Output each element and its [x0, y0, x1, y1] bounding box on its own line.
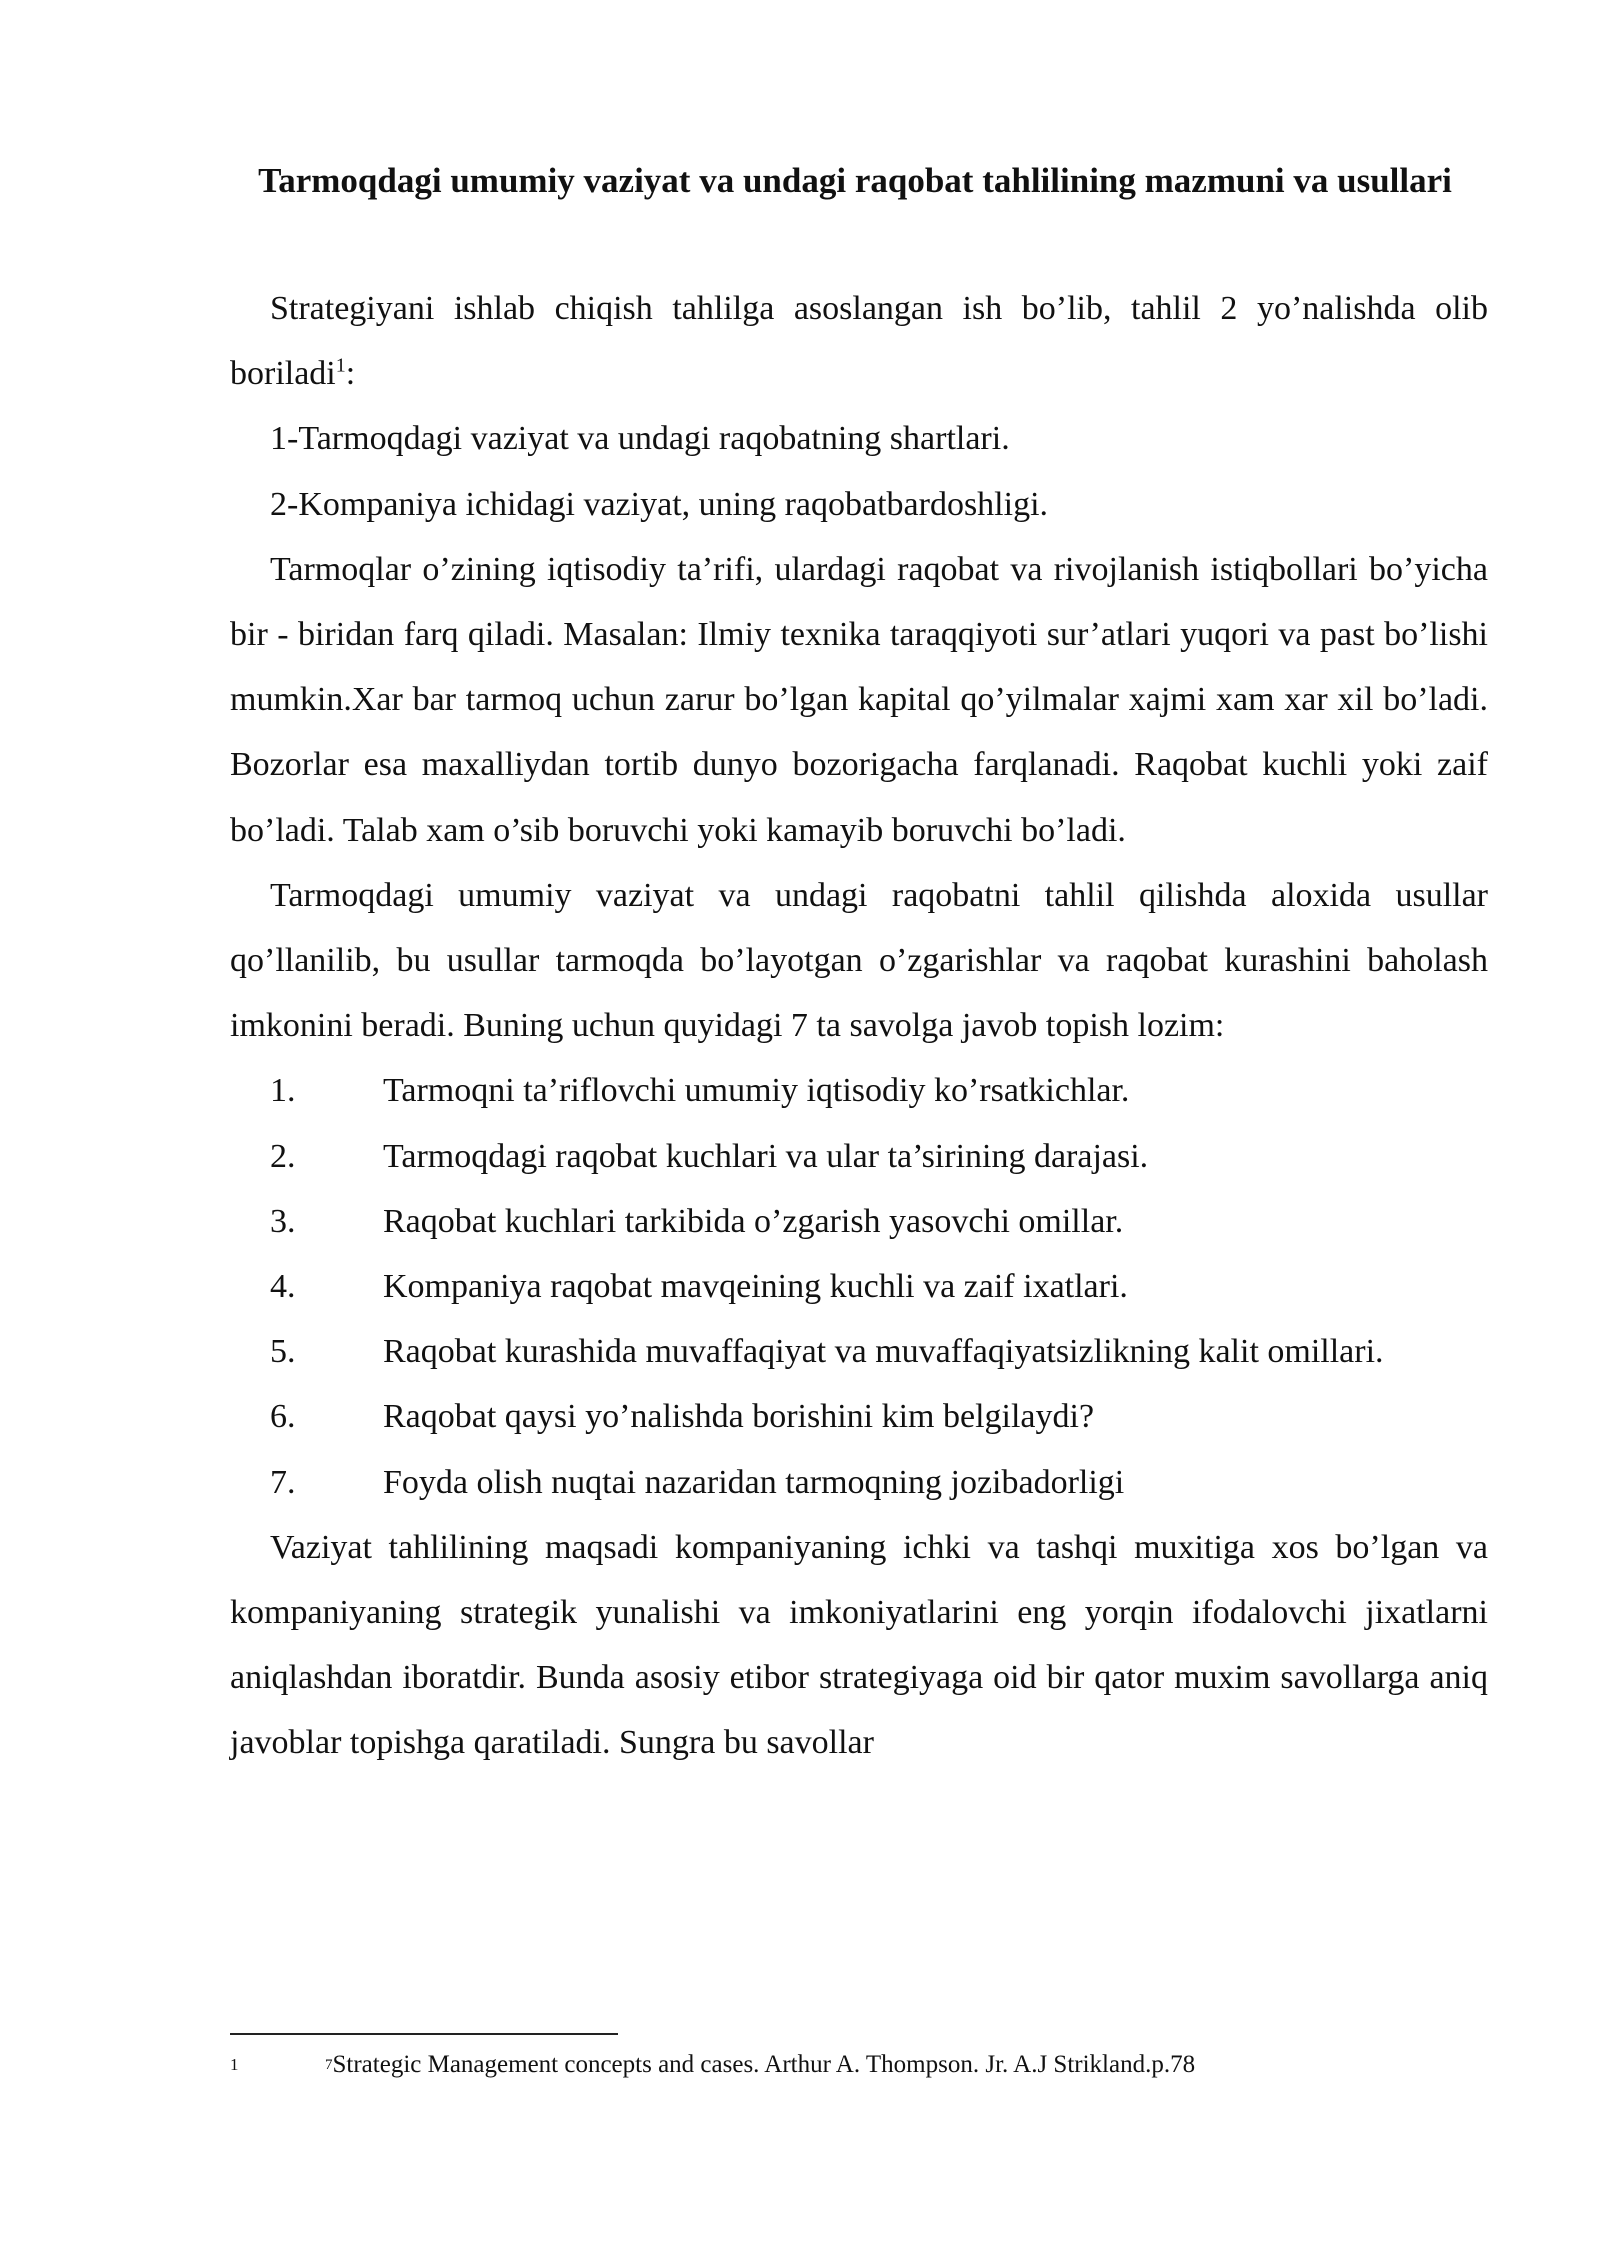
question-text: Raqobat kurashida muvaffaqiyat va muvaffaqiyatsizlikning kalit omillari.	[383, 1333, 1384, 1371]
question-text: Kompaniya raqobat mavqeining kuchli va zaif ixatlari.	[383, 1268, 1128, 1306]
question-text: Foyda olish nuqtai nazaridan tarmoqning jozibadorligi	[383, 1463, 1125, 1501]
question-number: 6.	[270, 1398, 296, 1436]
question-text: Raqobat kuchlari tarkibida o’zgarish yasovchi omillar.	[383, 1202, 1124, 1240]
question-text: Tarmoqdagi raqobat kuchlari va ular ta’sirining darajasi.	[383, 1137, 1149, 1175]
question-item	[230, 1450, 1488, 1515]
intro-text: Strategiyani ishlab chiqish tahlilga asoslangan ish bo’lib, tahlil 2 yo’nalishda olib boriladi	[230, 290, 1488, 393]
question-text: Tarmoqni ta’riflovchi umumiy iqtisodiy ko’rsatkichlar.	[383, 1072, 1130, 1110]
question-item	[230, 1058, 1488, 1123]
question-number: 1.	[270, 1072, 296, 1110]
footnote-reference[interactable]: 1	[335, 354, 346, 377]
question-number: 4.	[270, 1268, 296, 1306]
question-item	[230, 1384, 1488, 1449]
question-number: 5.	[270, 1333, 296, 1371]
footnote-text: Strategic Management concepts and cases. Arthur A. Thompson. Jr. A.J Strikland.p.78	[332, 2051, 1196, 2078]
document-title: Tarmoqdagi umumiy vaziyat va undagi raqobat tahlilining mazmuni va usullari	[258, 161, 1452, 200]
question-item	[230, 1124, 1488, 1189]
intro-suffix: :	[345, 355, 356, 393]
footnote-separator	[230, 2033, 618, 2035]
question-item	[230, 1189, 1488, 1254]
body-paragraph: Tarmoqlar o’zining iqtisodiy ta’rifi, ulardagi raqobat va rivojlanish istiqbollari bo’yicha bir - biridan farq qiladi. Masalan: Ilmiy texnika taraqqiyoti sur’atlari yuqori va past bo’lishi mumkin.Xar bar tarmoq uchun zarur bo’lgan kapital qo’yilmalar xajmi xam xar xil bo’ladi. Bozorlar esa maxalliydan tortib dunyo bozorigacha farqlanadi. Raqobat kuchli yoki zaif bo’ladi. Talab xam o’sib boruvchi yoki kamayib boruvchi bo’ladi.	[230, 550, 1488, 849]
body-paragraph: Vaziyat tahlilining maqsadi kompaniyaning ichki va tashqi muxitiga xos bo’lgan va kompaniyaning strategik yunalishi va imkoniyatlarini eng yorqin ifodalovchi jixatlarni aniqlashdan iboratdir. Bunda asosiy etibor strategiyaga oid bir qator muxim savollarga aniq javoblar topishga qaratiladi. Sungra bu savollar	[230, 1528, 1488, 1762]
footnote	[230, 2048, 1480, 2082]
question-number: 2.	[270, 1137, 296, 1175]
question-text: Raqobat qaysi yo’nalishda borishini kim belgilaydi?	[383, 1398, 1095, 1436]
direction-item: 1-Tarmoqdagi vaziyat va undagi raqobatning shartlari.	[270, 420, 1010, 458]
question-number: 3.	[270, 1202, 296, 1240]
body-paragraph: Tarmoqdagi umumiy vaziyat va undagi raqobatni tahlil qilishda aloxida usullar qo’llanilib, bu usullar tarmoqda bo’layotgan o’zgarishlar va raqobat kurashini baholash imkonini beradi. Buning uchun quyidagi 7 ta savolga javob topish lozim:	[230, 876, 1488, 1045]
footnote-mark: 1	[230, 2055, 239, 2074]
question-item	[230, 1254, 1488, 1319]
intro-paragraph	[230, 276, 1488, 406]
document-body	[230, 276, 1488, 1776]
direction-item: 2-Kompaniya ichidagi vaziyat, uning raqobatbardoshligi.	[270, 485, 1049, 523]
question-number: 7.	[270, 1463, 296, 1501]
question-item	[230, 1319, 1488, 1384]
footnote-inner-mark: 7	[325, 2057, 333, 2073]
